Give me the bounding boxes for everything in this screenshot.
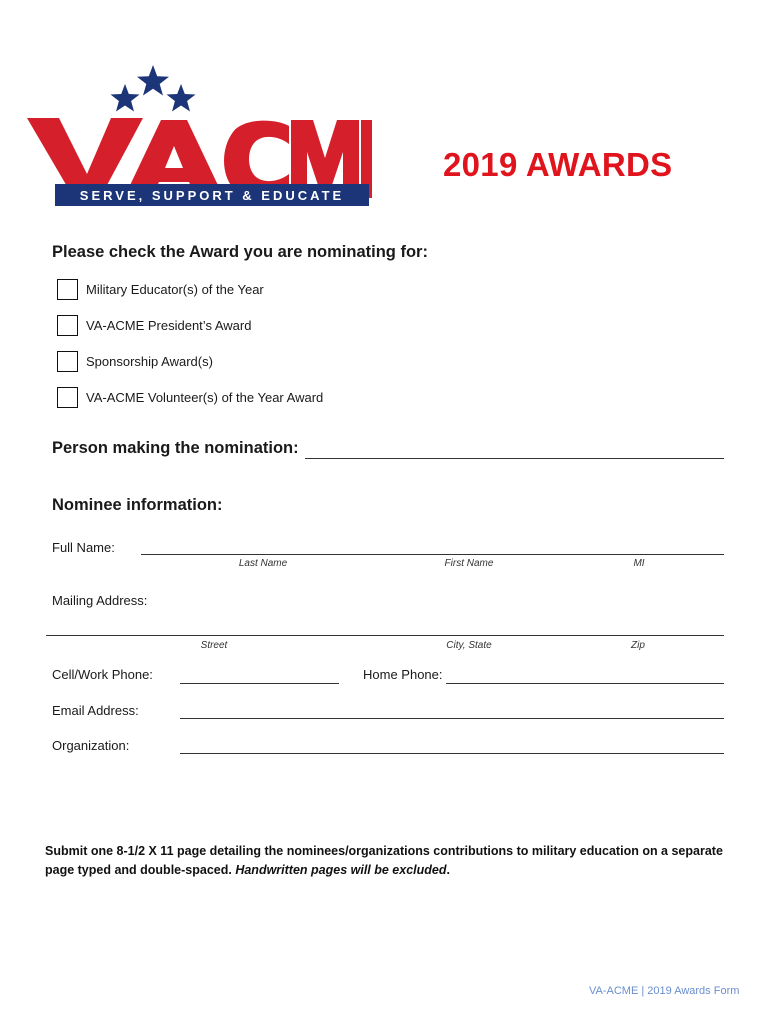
last-name-sublabel: Last Name (238, 558, 288, 569)
checkbox-label: Sponsorship Award(s) (86, 354, 213, 369)
checkbox-volunteer-award[interactable] (57, 387, 78, 408)
va-acme-logo (27, 62, 372, 210)
checkbox-sponsorship-award[interactable] (57, 351, 78, 372)
street-sublabel: Street (200, 640, 228, 651)
checkbox-label: Military Educator(s) of the Year (86, 282, 264, 297)
full-name-label: Full Name: (52, 540, 115, 555)
mailing-address-label: Mailing Address: (52, 593, 148, 608)
page-title: 2019 AWARDS (443, 146, 673, 183)
checkbox-presidents-award[interactable] (57, 315, 78, 336)
checkbox-military-educator[interactable] (57, 279, 78, 300)
mailing-address-field[interactable] (46, 635, 724, 636)
cell-phone-field[interactable] (180, 683, 339, 684)
submission-note-emphasis: Handwritten pages will be excluded (235, 863, 447, 877)
email-field[interactable] (180, 718, 724, 719)
city-state-sublabel: City, State (446, 640, 492, 651)
organization-field[interactable] (180, 753, 724, 754)
first-name-sublabel: First Name (444, 558, 494, 569)
submission-note: Submit one 8-1/2 X 11 page detailing the nominees/organizations contributions to military education on a separate page typed and double-spaced. Handwritten pages will be excluded. (45, 844, 723, 877)
checkbox-label: VA-ACME Volunteer(s) of the Year Award (86, 390, 324, 405)
zip-sublabel: Zip (631, 640, 645, 651)
star-icon (167, 84, 196, 112)
nominator-label: Person making the nomination: (52, 439, 299, 457)
nominee-section-heading: Nominee information: (52, 496, 223, 514)
full-name-field[interactable] (141, 554, 724, 555)
middle-initial-sublabel: MI (633, 558, 645, 569)
logo-tagline: SERVE, SUPPORT & EDUCATE (79, 188, 345, 203)
nominator-field[interactable] (305, 458, 724, 459)
home-phone-label: Home Phone: (363, 667, 443, 682)
checkbox-label: VA-ACME President’s Award (86, 318, 252, 333)
cell-phone-label: Cell/Work Phone: (52, 667, 153, 682)
home-phone-field[interactable] (446, 683, 724, 684)
submission-note-text: Submit one 8-1/2 X 11 page detailing the nominees/organizations contributions to military education on a separate page typed and double-spaced. (45, 844, 723, 877)
page-footer: VA-ACME | 2019 Awards Form (589, 985, 740, 997)
star-icon (111, 84, 140, 112)
email-label: Email Address: (52, 703, 139, 718)
organization-label: Organization: (52, 738, 130, 753)
award-section-heading: Please check the Award you are nominating for: (52, 243, 428, 261)
star-icon (137, 65, 169, 96)
